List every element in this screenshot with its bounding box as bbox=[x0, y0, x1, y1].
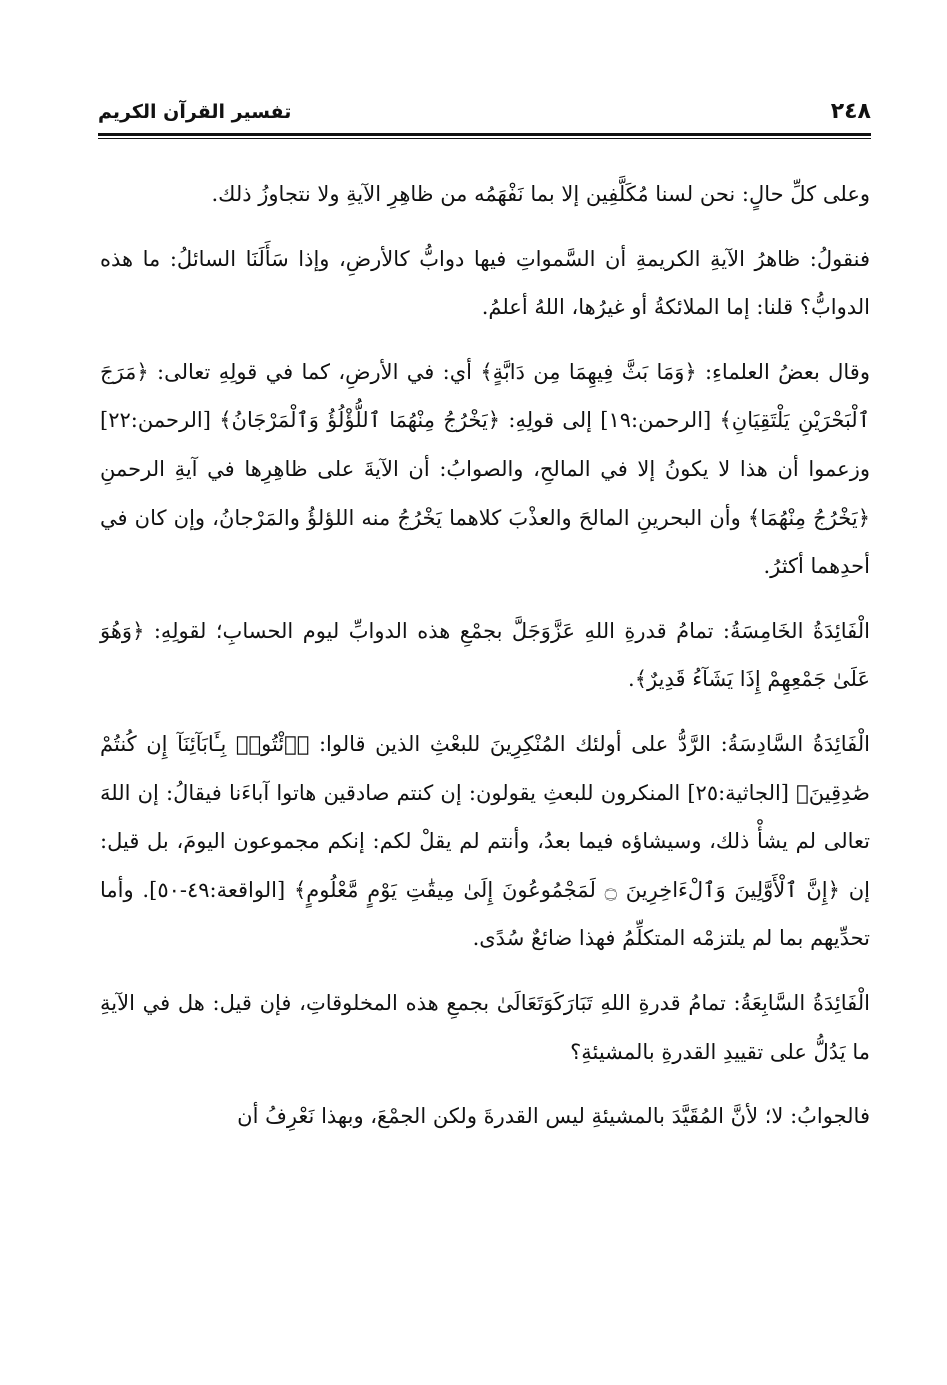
paragraph-benefit-7: الْفَائِدَةُ السَّابِعَةُ: تمامُ قدرةِ اللهِ تَبَارَكَوَتَعَالَىٰ بجمعِ هذه المخلوقاتِ، فإن قيل: هل في الآيةِ ما يَدُلُّ على تقييدِ القدرةِ بالمشيئةِ؟ bbox=[100, 990, 870, 1064]
paragraph-1: وعلى كلِّ حالٍ: نحن لسنا مُكَلَّفِين إلا بما نَفْهَمُه من ظاهِرِ الآيةِ ولا نتجاوزُ ذلك. bbox=[211, 182, 870, 206]
page-number: ٢٤٨ bbox=[830, 99, 871, 124]
paragraph-2: فنقولُ: ظاهرُ الآيةِ الكريمةِ أن السَّمواتِ فيها دوابُّ كالأرضِ، وإذا سَأَلَنَا السائلُ: ما هذه الدوابُّ؟ قلنا: إما الملائكةُ أو غيرُها، اللهُ أعلمُ. bbox=[100, 246, 870, 320]
book-title: تفسير القرآن الكريم bbox=[98, 101, 292, 123]
paragraph-benefit-5: الْفَائِدَةُ الخَامِسَةُ: تمامُ قدرةِ اللهِ عَزَّوَجَلَّ بجمْعِ هذه الدوابِّ ليوم الحسابِ؛ لقولِهِ: ﴿وَهُوَ عَلَىٰ جَمْعِهِمْ إِذَا يَشَآءُ قَدِيرٌ﴾. bbox=[100, 618, 870, 692]
header-divider-thin bbox=[98, 138, 871, 139]
paragraph-benefit-6: الْفَائِدَةُ السَّادِسَةُ: الرَّدُّ على أولئك المُنْكِرِينَ للبعْثِ الذين قالوا: ﴿ٱئْتُوا۟ بِـَٔابَآئِنَآ إِن كُنتُمْ صَٰدِقِينَ﴾ [الجاثية:٢٥] المنكرون للبعثِ يقولون: إن كنتم صادقين هاتوا آباءَنا فيقالُ: إن اللهَ تعالى لم يشأْ ذلك، وسيشاؤه فيما بعدُ، وأنتم لم يقلْ لكم: إنكم مجموعون اليومَ، بل قيل: إن ﴿إِنَّ ٱلْأَوَّلِينَ وَٱلْءَاخِرِينَ ۝ لَمَجْمُوعُونَ إِلَىٰ مِيقَٰتِ يَوْمٍ مَّعْلُومٍ﴾ [الواقعة:٤٩-٥٠]. وأما تحدِّيهم بما لم يلتزمْه المتكلِّمُ فهذا ضائعٌ سُدًى. bbox=[100, 731, 871, 951]
page-body bbox=[100, 170, 870, 1360]
paragraph-answer: فالجوابُ: لا؛ لأنَّ المُقَيَّدَ بالمشيئةِ ليس القدرةَ ولكن الجمْعَ، وبهذا نَعْرِفُ أن bbox=[237, 1104, 870, 1129]
header-divider bbox=[98, 133, 871, 136]
page-header bbox=[98, 96, 871, 130]
paragraph-3: وقال بعضُ العلماءِ: ﴿وَمَا بَثَّ فِيهِمَا مِن دَابَّةٍ﴾ أي: في الأرضِ، كما في قولِهِ تعالى: ﴿مَرَجَ ٱلْبَحْرَيْنِ يَلْتَقِيَانِ﴾ [الرحمن:١٩] إلى قولِهِ: ﴿يَخْرُجُ مِنْهُمَا ٱللُّؤْلُؤُ وَٱلْمَرْجَانُ﴾ [الرحمن:٢٢] وزعموا أن هذا لا يكونُ إلا في المالحِ، والصوابُ: أن الآيةَ على ظاهِرِها في آيةِ الرحمنِ ﴿يَخْرُجُ مِنْهُمَا﴾ وأن البحرينِ المالحَ والعذْبَ كلاهما يَخْرُجُ منه اللؤلؤُ والمَرْجانُ، وإن كان في أحدِهما أكثرُ. bbox=[100, 359, 870, 579]
